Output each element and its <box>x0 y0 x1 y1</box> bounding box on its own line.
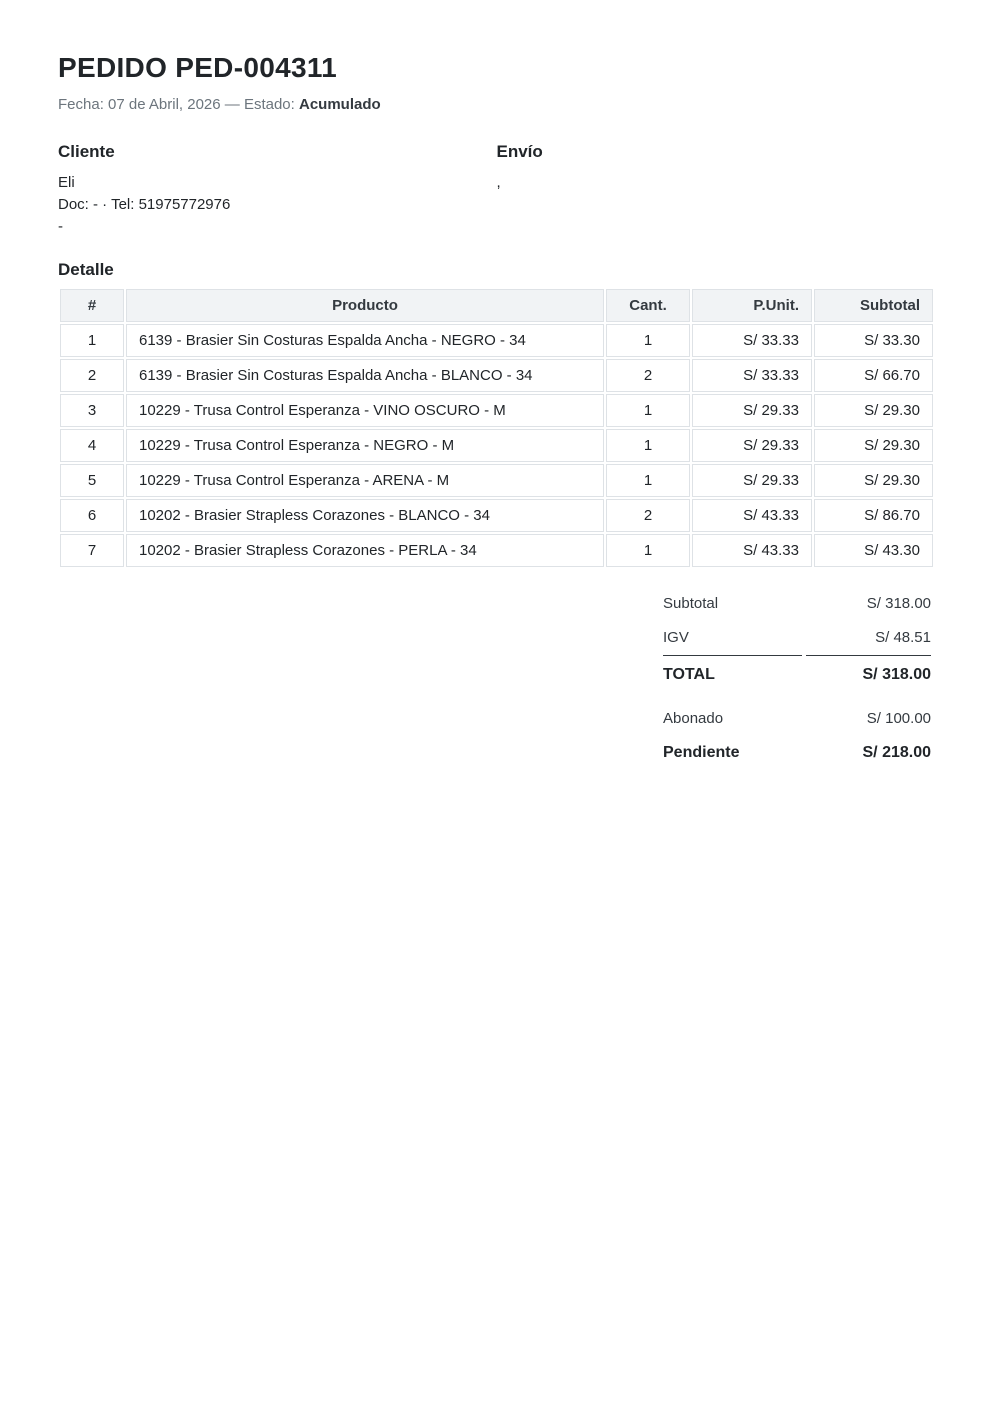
table-row <box>60 429 933 462</box>
cell-punit: S/ 33.33 <box>692 324 812 357</box>
cell-num: 2 <box>60 359 124 392</box>
cell-num: 1 <box>60 324 124 357</box>
totals-section <box>58 587 935 770</box>
totals-table <box>659 587 935 770</box>
cell-producto: 10202 - Brasier Strapless Corazones - BLANCO - 34 <box>126 499 604 532</box>
cell-num: 6 <box>60 499 124 532</box>
cell-punit: S/ 33.33 <box>692 359 812 392</box>
cell-punit: S/ 29.33 <box>692 464 812 497</box>
subtotal-label: Subtotal <box>663 595 719 613</box>
cliente-block <box>58 142 497 238</box>
order-items-table <box>58 287 935 569</box>
totals-row-abonado <box>663 693 931 736</box>
col-header-num: # <box>60 289 124 322</box>
cell-producto: 10202 - Brasier Strapless Corazones - PERLA - 34 <box>126 534 604 567</box>
cliente-heading: Cliente <box>58 142 115 162</box>
cell-num: 7 <box>60 534 124 567</box>
cliente-doc-tel: Doc: - · Tel: 51975772976 <box>58 196 231 214</box>
col-header-producto: Producto <box>126 289 604 322</box>
order-meta <box>58 94 935 116</box>
envio-block <box>497 142 936 238</box>
status-badge: Acumulado <box>298 96 381 114</box>
cell-cant: 1 <box>606 394 690 427</box>
abonado-value: S/ 100.00 <box>866 710 931 728</box>
cell-cant: 2 <box>606 359 690 392</box>
cell-num: 4 <box>60 429 124 462</box>
table-row <box>60 394 933 427</box>
cell-cant: 2 <box>606 499 690 532</box>
cell-producto: 10229 - Trusa Control Esperanza - NEGRO - M <box>126 429 604 462</box>
table-row <box>60 499 933 532</box>
header-row <box>60 289 933 322</box>
order-meta-prefix: Fecha: 07 de Abril, 2026 — Estado: <box>58 96 299 114</box>
cell-punit: S/ 43.33 <box>692 534 812 567</box>
cell-cant: 1 <box>606 534 690 567</box>
cell-subtotal: S/ 33.30 <box>814 324 933 357</box>
col-header-subtotal: Subtotal <box>814 289 933 322</box>
cell-cant: 1 <box>606 464 690 497</box>
cliente-address: - <box>58 218 63 236</box>
cell-subtotal: S/ 29.30 <box>814 464 933 497</box>
total-label: TOTAL <box>663 655 802 693</box>
cell-punit: S/ 43.33 <box>692 499 812 532</box>
pendiente-label: Pendiente <box>663 744 740 762</box>
items-table-head <box>60 289 933 322</box>
subtotal-value: S/ 318.00 <box>866 595 931 613</box>
cell-producto: 10229 - Trusa Control Esperanza - ARENA - M <box>126 464 604 497</box>
items-tbody <box>60 324 933 567</box>
col-header-punit: P.Unit. <box>692 289 812 322</box>
totals-row-pendiente <box>663 736 931 770</box>
table-row <box>60 534 933 567</box>
cell-producto: 10229 - Trusa Control Esperanza - VINO OSCURO - M <box>126 394 604 427</box>
detalle-heading: Detalle <box>58 260 114 280</box>
cell-subtotal: S/ 29.30 <box>814 429 933 462</box>
cell-producto: 6139 - Brasier Sin Costuras Espalda Ancha - BLANCO - 34 <box>126 359 604 392</box>
cell-cant: 1 <box>606 324 690 357</box>
envio-heading: Envío <box>496 142 543 162</box>
cell-subtotal: S/ 86.70 <box>814 499 933 532</box>
abonado-label: Abonado <box>663 710 724 728</box>
cell-num: 3 <box>60 394 124 427</box>
igv-label: IGV <box>663 629 689 647</box>
totals-row-igv <box>663 621 931 655</box>
igv-value: S/ 48.51 <box>875 629 931 647</box>
pendiente-value: S/ 218.00 <box>862 744 931 762</box>
table-row <box>60 359 933 392</box>
cell-subtotal: S/ 43.30 <box>814 534 933 567</box>
cell-punit: S/ 29.33 <box>692 429 812 462</box>
page-title: PEDIDO PED-004311 <box>58 52 338 83</box>
col-header-cant: Cant. <box>606 289 690 322</box>
cell-producto: 6139 - Brasier Sin Costuras Espalda Ancha - NEGRO - 34 <box>126 324 604 357</box>
table-row <box>60 324 933 357</box>
cell-subtotal: S/ 66.70 <box>814 359 933 392</box>
cell-punit: S/ 29.33 <box>692 394 812 427</box>
client-shipping-section <box>58 142 935 238</box>
cell-cant: 1 <box>606 429 690 462</box>
cell-num: 5 <box>60 464 124 497</box>
totals-row-subtotal <box>663 587 931 621</box>
envio-line: , <box>496 174 501 192</box>
total-value: S/ 318.00 <box>806 655 931 693</box>
table-row <box>60 464 933 497</box>
cell-subtotal: S/ 29.30 <box>814 394 933 427</box>
totals-row-total <box>663 655 931 693</box>
cliente-name: Eli <box>58 174 75 192</box>
